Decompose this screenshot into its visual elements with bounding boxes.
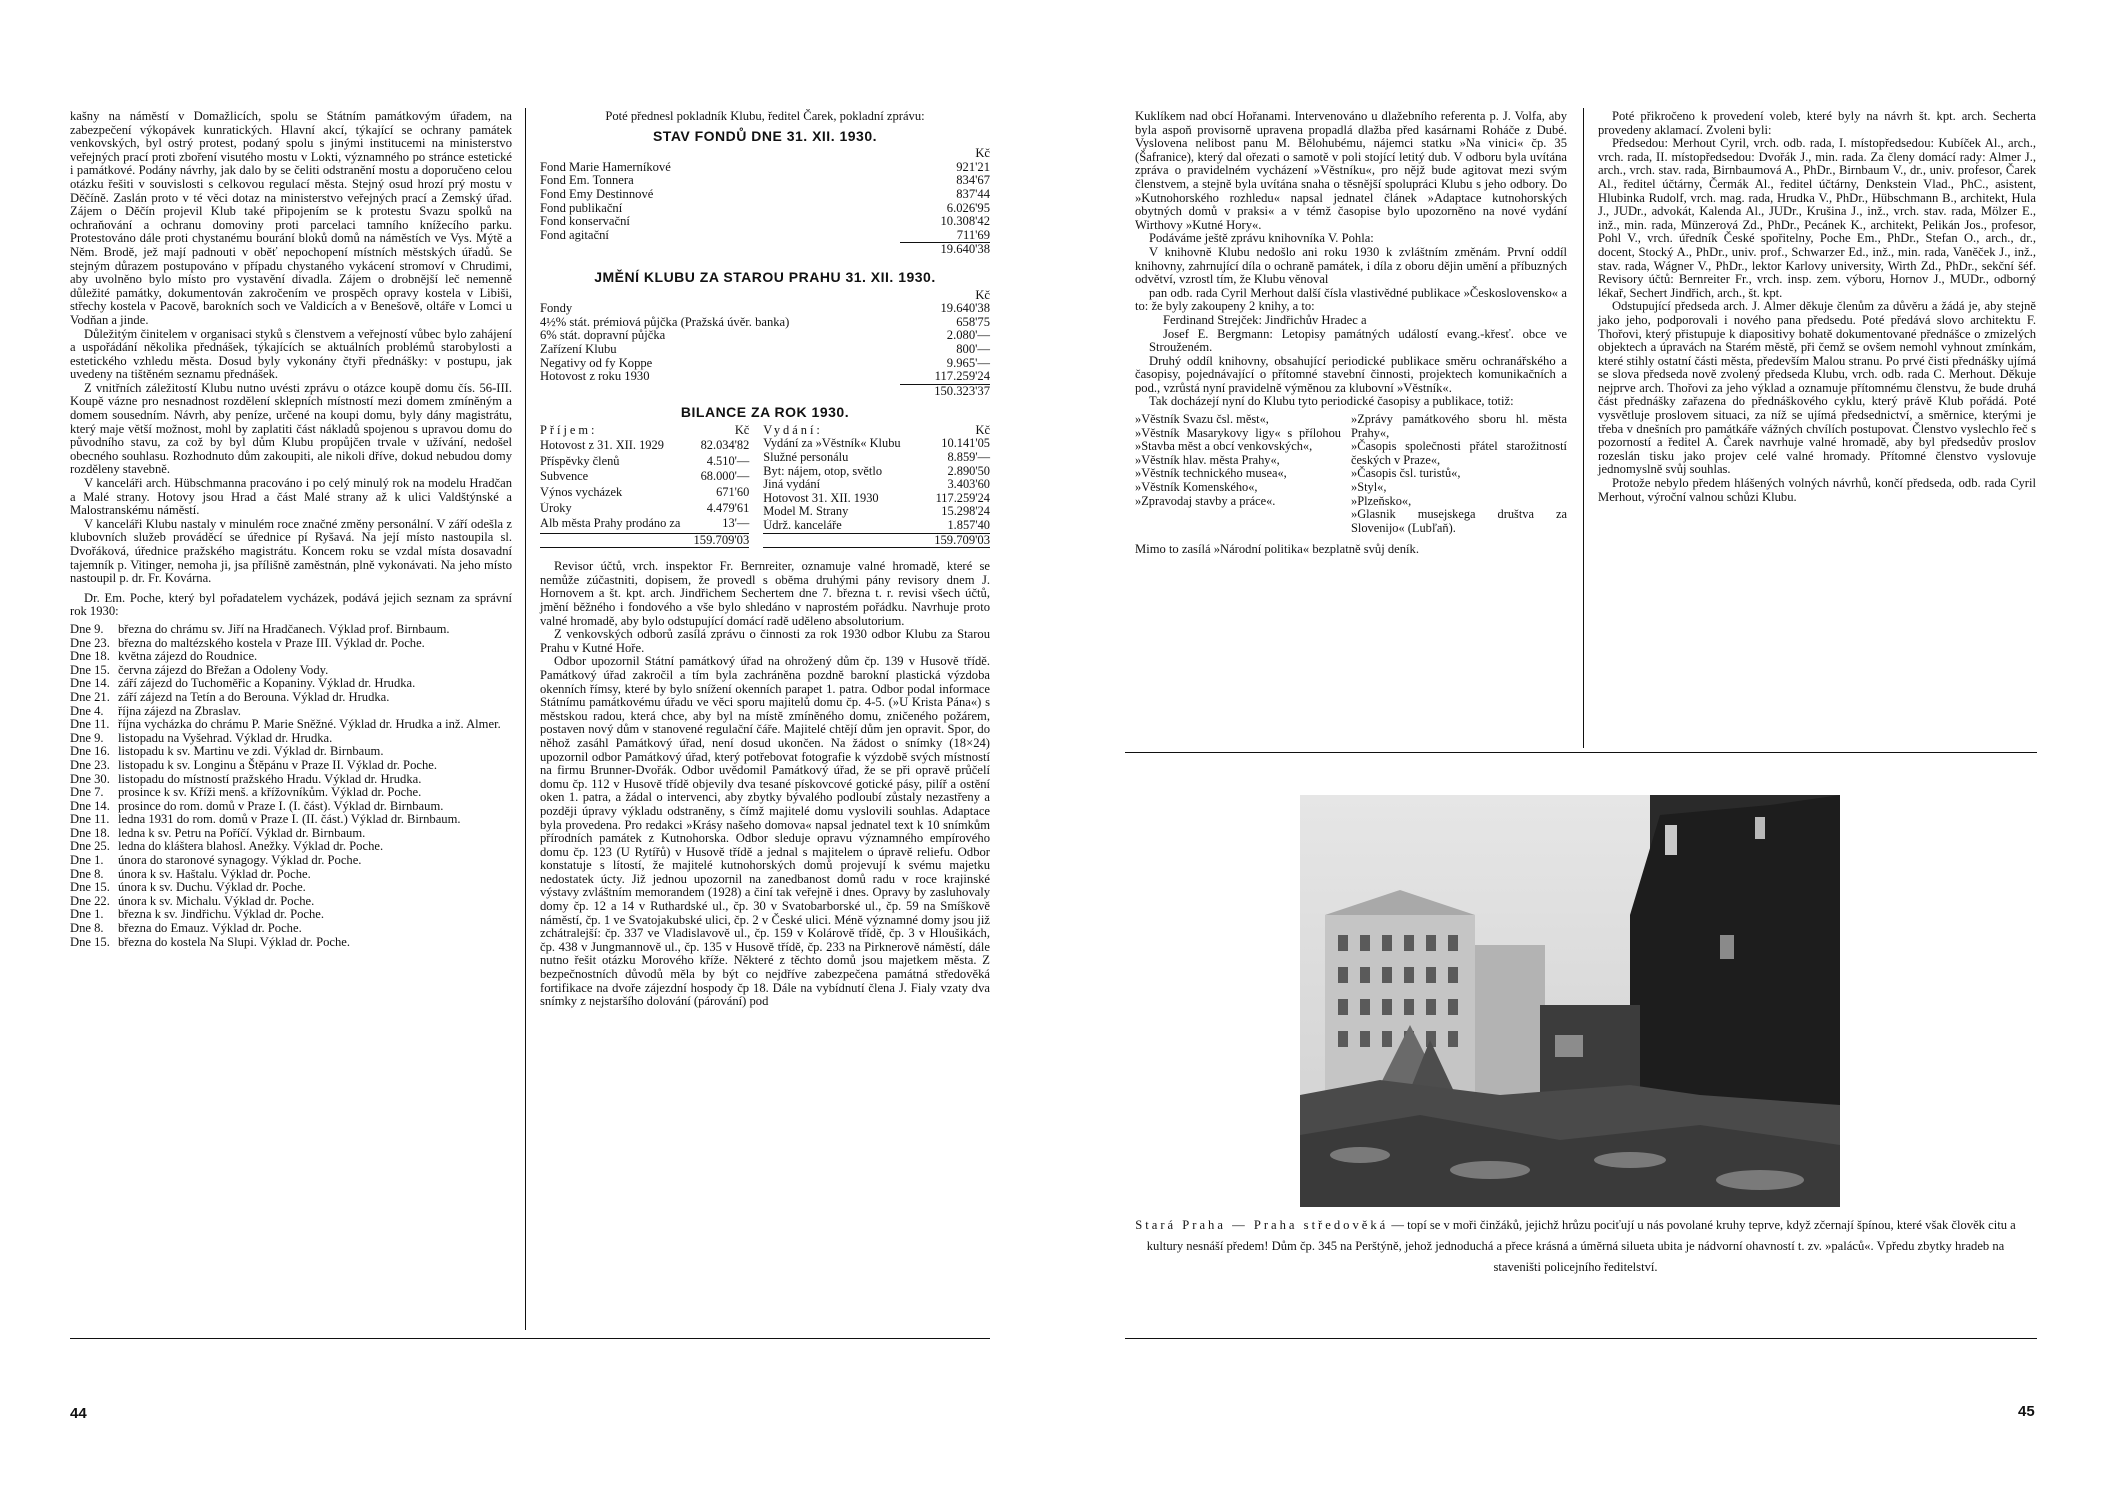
row-amount: 3.403'60 xyxy=(947,477,990,492)
assets-table xyxy=(540,289,990,399)
paragraph: Podáváme ještě zprávu knihovníka V. Pohla: xyxy=(1149,231,1374,246)
lecture-date: Dne 11. xyxy=(70,812,110,827)
paragraph: Z venkovských odborů zasílá zprávu o činnosti za rok 1930 odbor Klubu za Starou Prahu v Kutné Hoře. xyxy=(540,627,990,655)
row-label: Vydání za »Věstník« Klubu xyxy=(763,437,901,451)
row-label: Byt: nájem, otop, světlo xyxy=(763,464,883,478)
paragraph: V knihovně Klubu nedošlo ani roku 1930 k zvláštním změnám. První oddíl knihovny, zahrnující díla o ochraně památek, i díla z oboru dějin umění a příbuzných odvětví, vzrostl tím, že Klubu věnoval xyxy=(1135,244,1567,287)
row-label: Fond konservační xyxy=(540,215,630,229)
row-amount: 1.857'40 xyxy=(947,518,990,533)
periodical-item: »Zprávy památkového sboru hl. města Prahy«, xyxy=(1351,412,1567,440)
row-label: Hotovost 31. XII. 1930 xyxy=(763,491,879,505)
table-row xyxy=(540,517,749,533)
periodical-item: »Časopis čsl. turistů«, xyxy=(1351,466,1461,481)
table-row xyxy=(540,502,749,518)
lecture-date: Dne 14. xyxy=(70,798,110,813)
table-row xyxy=(540,174,990,188)
lecture-item xyxy=(70,718,512,732)
row-amount: 8.859'— xyxy=(947,450,990,465)
row-label: 6% stát. dopravní půjčka xyxy=(540,329,666,343)
lecture-date: Dne 30. xyxy=(70,771,110,786)
expense-table xyxy=(763,424,990,533)
column-divider xyxy=(1583,108,1584,748)
lecture-date: Dne 15. xyxy=(70,934,110,949)
paragraph: Poté přikročeno k provedení voleb, které byly na návrh št. kpt. arch. Secherta provedeny aklamací. Zvoleni byli: xyxy=(1598,109,2036,137)
lecture-text: listopadu k sv. Martinu ve zdi. Výklad dr. Birnbaum. xyxy=(118,744,384,759)
lecture-date: Dne 8. xyxy=(70,921,104,936)
lecture-text: února do staronové synagogy. Výklad dr. Poche. xyxy=(118,853,362,868)
currency-label: Kč xyxy=(734,422,750,437)
paragraph: Odstupující předseda arch. J. Almer děkuje členům za důvěru a žádá je, aby stejně jako jeho, podporovali i nového pana předsedu. Poté předává slovo architektu F. Thořovi, který přistupuje k diapositivy bohatě dokumentované přednášce o zmizelých objektech a úpravách na Starém městě, při čemž se ovšem nemohl vyhnout zmínkám, které stihly ostatní části města, především Malou stranu. Po prvé čisti přednášky ujímá se slova předseda nově zvolený předseda Klubu, vrch. odb. rada C. Merhout. Děkuje nejprve arch. Thořovi za jeho výklad a oznamuje přítomnému členstvu, že bude druhá část přednášky zařazena do přednáškového cyklu, který právě Klub pořádá. Poté vysvětluje proslovem situaci, za níž se ujímá předsednictví, a směrnice, kterými je třeba v dnešních pro památkáře vážných chvílích postupovat. Členstvo vyslechlo řeč s pozorností a ředitel A. Čarek navrhuje valné hromadě, aby byl předsedův proslov rozeslán tisku jako projev celé valné hromady. Přítomné členstvo vyslovuje jednomyslně svůj souhlas. xyxy=(1598,299,2036,477)
table-row xyxy=(540,486,749,502)
currency-label: Kč xyxy=(975,287,990,302)
lecture-item xyxy=(70,868,512,882)
lecture-text: prosince do rom. domů v Praze I. (I. část). Výklad dr. Birnbaum. xyxy=(118,798,444,813)
lecture-date: Dne 7. xyxy=(70,785,104,800)
row-amount: 837'44 xyxy=(956,186,990,201)
photo-caption xyxy=(1128,1215,2023,1278)
row-amount: 2.890'50 xyxy=(947,463,990,478)
lecture-text: února k sv. Duchu. Výklad dr. Poche. xyxy=(118,880,306,895)
lecture-date: Dne 1. xyxy=(70,907,104,922)
lecture-item xyxy=(70,908,512,922)
income-heading: Příjem: xyxy=(540,422,598,437)
lecture-text: března do chrámu sv. Jiří na Hradčanech. Výklad prof. Birnbaum. xyxy=(118,621,450,636)
lecture-date: Dne 11. xyxy=(70,717,110,732)
book-item: Josef E. Bergmann: Letopisy památných událostí evang.-křesť. obce ve Strouženém. xyxy=(1149,326,1567,355)
footer-rule xyxy=(70,1338,990,1339)
balance-heading: BILANCE ZA ROK 1930. xyxy=(680,404,850,421)
lecture-date: Dne 9. xyxy=(70,730,104,745)
funds-total: 19.640'38 xyxy=(900,243,990,257)
lecture-date: Dne 14. xyxy=(70,676,110,691)
periodical-item: »Věstník Svazu čsl. měst«, xyxy=(1135,412,1269,427)
paragraph: Revisor účtů, vrch. inspektor Fr. Bernreiter, oznamuje valné hromadě, které se nemůže zúčastniti, dopisem, že provedl s oběma druhými pány revisory dnem J. Hornovem a št. kpt. arch. Jindřichem Sechertem dne 7. března t. r. revisi všech účtů, jmění běžného i fondového a vše bylo shledáno v naprostém pořádku. Navrhuje proto valné hromadě, aby bylo odstupující domácí radě uděleno absolutorium. xyxy=(540,559,990,628)
funds-heading: STAV FONDŮ DNE 31. XII. 1930. xyxy=(652,127,878,144)
row-amount: 10.308'42 xyxy=(940,214,990,229)
table-row xyxy=(763,505,990,519)
row-amount: 9.965'— xyxy=(946,355,990,370)
periodicals-left xyxy=(1135,413,1351,535)
lecture-text: listopadu na Vyšehrad. Výklad dr. Hrudka. xyxy=(118,730,333,745)
paragraph: Důležitým činitelem v organisaci styků s členstvem a veřejností vůbec bylo zahájení a uspořádání několika přednášek, týkajících se aktuálních problémů starobylosti a estetického vzhledu města. Dosud byly vykonány čtyři přednášky: v postupu, jak uvedeny na tištěném seznamu přednášek. xyxy=(70,326,512,382)
lecture-date: Dne 16. xyxy=(70,744,110,759)
assets-total: 150.323'37 xyxy=(900,384,990,398)
lecture-item xyxy=(70,827,512,841)
lecture-date: Dne 18. xyxy=(70,649,110,664)
periodical-item: »Věstník Masarykovy ligy« s přílohou »Stavba měst a obcí venkovských«, xyxy=(1135,425,1341,454)
row-amount: 834'67 xyxy=(956,173,990,188)
paragraph: V kanceláři Klubu nastaly v minulém roce značné změny personální. V září odešla z klubovních služeb prováděcí se úřednice pí Ryšavá. Na její místo nastoupila sl. Dvořáková, úřednice pražského magistrátu. Koncem roku se vzdal místa dosavadní tajemník p. Vitinger, nemoha ji, jsa přílišně zaměstnán, plně vykonávati. Na jeho místo nastoupil p. dr. Fr. Kovárna. xyxy=(70,516,512,586)
row-label: Služné personálu xyxy=(763,451,849,465)
funds-table xyxy=(540,147,990,257)
row-amount: 13'— xyxy=(722,516,750,531)
row-label: Jiná vydání xyxy=(763,478,821,492)
periodical-item: »Styl«, xyxy=(1351,480,1387,495)
row-label: Hotovost z 31. XII. 1929 xyxy=(540,439,664,453)
lecture-item xyxy=(70,854,512,868)
lecture-item xyxy=(70,936,512,950)
table-row xyxy=(540,215,990,229)
row-label: Negativy od fy Koppe xyxy=(540,356,653,370)
lecture-item xyxy=(70,840,512,854)
table-row xyxy=(540,343,990,357)
row-label: Fondy xyxy=(540,302,573,316)
table-row xyxy=(540,229,990,243)
row-amount: 117.259'24 xyxy=(935,490,990,505)
row-amount: 4.479'61 xyxy=(706,500,750,515)
lecture-text: ledna k sv. Petru na Poříčí. Výklad dr. Birnbaum. xyxy=(118,825,366,840)
lecture-date: Dne 22. xyxy=(70,893,110,908)
income-table xyxy=(540,424,749,533)
paragraph: Odbor upozornil Státní památkový úřad na ohrožený dům čp. 139 v Husově třídě. Památkový úřad zakročil a tím byla zachráněna pozdně barokní plastická výzdoba okenních římsy, které by bylo snížení okenních parapet 1. patra. Odbor podal informace Státnímu památkovému úřadu ve věci sporu majitelů domu čp. 4-5. (»U Krista Pána«) s městskou radou, která chce, aby byl na místě zmíněného domu, zničeného požárem, postaven nový dům v stanovené regulační čáře. Majitelé chtějí dům jen opravit. Spor, do něhož zasáhl Památkový úřad, není dosud ukončen. Na žádost o snímky (18×24) upozornil odbor Památkový úřad, který potřebovat fotografie k výzdobě svých místností na firmu Brunner-Dvořák. Odbor uvědomil Památkový úřad, že se při opravě průčelí domu čp. 112 v Husově třídě objevily dva tesané pískovcové gotické pásy, pilíř a ostění oken 1. patra, a žádal o intervenci, aby zbytky bývalého podloubí zůstaly nezastřeny a později úpravy výkladu odstraněny, s čímž majitelé domu vyslovili souhlas. Adaptace byla provedena. Pro redakci »Krásy našeho domova« napsal jednatel text k 10 snímkům přírodních památek z Kutnohorska. Odbor sleduje opravu významného empírového domu čp. 123 (U Rytířů) v Husově třídě a jednal s majitelem o úpravě reliefu. Odbor konstatuje s lítostí, že majitelé kutnohorských domů projevují k svému majetku nedostatek úcty. Již jednou upozornil na zanedbanost domů radu v roce krajinské výstavy zvláštním memorandem (1928) a činí tak veřejně i dnes. Opravy by zasluhovaly domy čp. 12 a 14 v Ruthardské ul., čp. 30 v Svatobarborské ul., čp. 59 na Smíškově náměstí, čp. 1 ve Svatojakubské ulici, čp. 2 v České ulici. Méně významné domy jsou již zchátralejší: čp. 337 ve Vladislavově ul., čp. 159 v Kolárově třídě, čp. 3 v Hloušikách, čp. 438 v Jungmannově ul., čp. 135 v Husově třídě, čp. 233 na Pirknerově náměstí, dále nutno řešit otázku Morového kříže. Některé z těchto domů jsou majetkem města. Z bezpečnostních důvodů měla by být co nejdříve zabezpečena památná středověká fortifikace na dvoře zájezdní hospody čp 18. Dále na vybídnutí člena J. Fialy vzaty dva snímky z nejstaršího dolování (párování) pod xyxy=(540,654,990,1009)
lecture-date: Dne 15. xyxy=(70,662,110,677)
row-label: Fond Emy Destinnové xyxy=(540,187,654,201)
balance-totals xyxy=(540,533,990,549)
lecture-date: Dne 21. xyxy=(70,689,110,704)
assets-heading: JMĚNÍ KLUBU ZA STAROU PRAHU 31. XII. 1930. xyxy=(594,268,936,285)
caption-text: — topí se v moři činžáků, jejichž hrůzu pociťují u nás povolané kruhy teprve, když zčernají špínou, které však člověk citu a kultury nesnáší předem! Dům čp. 345 na Perštýně, jehož jednoduchá a přece krásná a úměrná silueta ubita je nádvorní ohavností t. zv. »paláců«. Vpředu zbytky hradeb na staveništi policejního ředitelství. xyxy=(1146,1218,2016,1274)
row-label: 4½% stát. prémiová půjčka (Pražská úvěr. banka) xyxy=(540,315,790,329)
lecture-date: Dne 9. xyxy=(70,621,104,636)
lecture-item xyxy=(70,664,512,678)
paragraph: Kuklíkem nad obcí Hořanami. Intervenováno u dlažebního referenta p. J. Volfa, aby byla aspoň provisorně upravena propadlá dlažba před kasárnami Roháče z Dubé. Vyslovena nelibost panu M. Bělohubému, nájemci statku »Na vinici« čp. 35 (Šafranice), který dal ořezati o samotě v poli stojící letitý dub. V odboru byla uvítána zpráva o pravidelném vycházení »Věstníku«, pro nějž bude agitovat mezi svým členstvem, a stejně byla uvítána snaha o těsnější spolupráci Klubu s jeho odbory. Do »Kutnohorského rozhledu« napsal jednatel článek »Adaptace kutnohorských obytných domů v praksi« a v témž časopise bylo upozorněno na nové vydání Wirthovy »Kutné Hory«. xyxy=(1135,109,1567,232)
table-row xyxy=(540,316,990,330)
lecture-text: února k sv. Michalu. Výklad dr. Poche. xyxy=(118,893,315,908)
row-amount: 658'75 xyxy=(956,314,990,329)
lecture-text: října zájezd na Zbraslav. xyxy=(118,703,241,718)
periodical-item: »Věstník Komenského«, xyxy=(1135,480,1258,495)
lecture-item xyxy=(70,786,512,800)
row-amount: 800'— xyxy=(956,341,990,356)
row-label: Model M. Strany xyxy=(763,505,849,519)
lecture-date: Dne 4. xyxy=(70,703,104,718)
currency-label: Kč xyxy=(975,422,990,437)
lecture-text: prosince k sv. Kříži menš. a křížovníkům. Výklad dr. Poche. xyxy=(118,785,422,800)
balance-sheet xyxy=(540,424,990,533)
row-label: Příspěvky členů xyxy=(540,454,620,468)
periodicals-right xyxy=(1351,413,1567,535)
periodical-item: »Věstník technického musea«, xyxy=(1135,466,1287,481)
table-row xyxy=(540,161,990,175)
periodicals-list xyxy=(1135,413,1567,535)
left-column-2 xyxy=(540,110,990,1009)
lecture-date: Dne 25. xyxy=(70,839,110,854)
table-row xyxy=(540,188,990,202)
lecture-item xyxy=(70,677,512,691)
lecture-text: září zájezd na Tetín a do Berouna. Výklad dr. Hrudka. xyxy=(118,689,390,704)
lecture-item xyxy=(70,881,512,895)
treasurer-intro: Poté přednesl pokladník Klubu, ředitel Čarek, pokladní zprávu: xyxy=(605,109,925,123)
table-row xyxy=(763,451,990,465)
row-amount: 68.000'— xyxy=(700,469,750,484)
row-amount: 2.080'— xyxy=(946,328,990,343)
lecture-item xyxy=(70,745,512,759)
expense-heading: Vydání: xyxy=(763,422,823,437)
paragraph: Z vnitřních záležitostí Klubu nutno uvésti zprávu o otázce koupě domu čís. 56-III. Koupě vázne pro nesnadnost rozdělení sklepních místností mezi domem zmíněným a domem sousedním. Návrh, aby peníze, určené na koupi domu, byly dány magistrátu, který maje větší možnost, mohl by zaplatiti část nákladů spojenou s upravou domu do původního stavu, za což by byl dům Klubu propůjčen trvale v užívání, nedošel obecného souhlasu. Rozhodnuto dům zakoupiti, ale nikoli dříve, dokud nebudou domy rozděleny stavebně. xyxy=(70,380,512,477)
lecture-item xyxy=(70,623,512,637)
currency-label: Kč xyxy=(975,146,990,161)
table-row xyxy=(763,437,990,451)
lecture-item xyxy=(70,922,512,936)
lecture-date: Dne 18. xyxy=(70,825,110,840)
paragraph: pan odb. rada Cyril Merhout další čísla vlastivědné publikace »Československo« a to: že byly zakoupeny 2 knihy, a to: xyxy=(1135,285,1567,314)
paragraph: Druhý oddíl knihovny, obsahující periodické publikace směru ochranářského a časopisy, pojednávající o přítomné stavební činnosti, projektech komunikačních a pod., vzrůstá nyní pravidelně výměnou za klubovní »Věstník«. xyxy=(1135,353,1567,395)
row-label: Fond Em. Tonnera xyxy=(540,174,634,188)
paragraph: Dr. Em. Poche, který byl pořadatelem vycházek, podává jejich seznam za správní rok 1930: xyxy=(70,590,512,619)
paragraph: Tak docházejí nyní do Klubu tyto periodické časopisy a publikace, totiž: xyxy=(1149,394,1514,409)
paragraph: Předsedou: Merhout Cyril, vrch. odb. rada, I. místopředsedou: Kubíček Al., arch., vrch. rada, II. místopředsedou: Dvořák J., min. rada. Za členy domácí rady: Almer J., arch., vrch. stav. rada, Birnbaumová A., PhDr., Birnbaum V., dr., univ. profesor, Čarek Al., ředitel účtárny, Čermák Al., ředitel účtárny, Denkstein Vlad., PhC., asistent, Hlubinka Rudolf, vrch. mag. rada, Hrudka V., PhDr., Hübschmann B., architekt, Hula J., JUDr., advokát, Kalenda Al., JUDr., Krušina J., inž., vrch. stav. rada, Mölzer E., inž., min. rada, Münzerová Zd., PhDr., Pecánek K., architekt, Pelikán Jos., profesor, Pohl V., vrch. úředník České spořitelny, Poche Em., PhDr., Stefan O., arch., dr., docent, Stocký A., PhDr., univ. prof., Schwarzer Ed., inž., min. rada, Vaněček J., inž., stav. rada, Wágner V., PhDr., lektor Karlovy university, Wirth Zd., PhDr., sekční šéf. Revisory účtů: Bernreiter Fr., vrch. insp. zem. výboru, Hornov J., MUDr., odborný lékař, Sechert Jindřich, arch., št. kpt. xyxy=(1598,136,2036,300)
income-total: 159.709'03 xyxy=(540,533,749,549)
column-divider xyxy=(525,108,526,1330)
row-amount: 711'69 xyxy=(956,227,990,242)
lecture-item xyxy=(70,759,512,773)
caption-lead: Stará Praha — Praha středověká xyxy=(1135,1218,1389,1232)
lecture-text: června zájezd do Břežan a Odoleny Vody. xyxy=(118,662,329,677)
section-rule xyxy=(1125,752,2037,753)
row-amount: 19.640'38 xyxy=(940,301,990,316)
lecture-item xyxy=(70,732,512,746)
expense-total: 159.709'03 xyxy=(763,533,990,549)
table-row xyxy=(540,202,990,216)
lecture-text: března k sv. Jindřichu. Výklad dr. Poche. xyxy=(118,907,325,922)
row-label: Zařízení Klubu xyxy=(540,342,617,356)
book-item: Ferdinand Strejček: Jindřichův Hradec a xyxy=(1163,312,1367,327)
row-label: Alb města Prahy prodáno za xyxy=(540,517,681,531)
lecture-item xyxy=(70,773,512,787)
row-amount: 671'60 xyxy=(716,485,750,499)
lecture-text: října vycházka do chrámu P. Marie Sněžné. Výklad dr. Hrudka a inž. Almer. xyxy=(118,717,501,732)
lecture-text: listopadu do místností pražského Hradu. Výklad dr. Hrudka. xyxy=(118,771,422,786)
lecture-item xyxy=(70,800,512,814)
table-row xyxy=(763,478,990,492)
footer-rule xyxy=(1125,1338,2037,1339)
table-row xyxy=(540,329,990,343)
right-column-1 xyxy=(1135,110,1567,557)
row-amount: 10.141'05 xyxy=(941,436,990,451)
row-label: Fond publikační xyxy=(540,201,623,215)
row-label: Fond agitační xyxy=(540,228,609,242)
row-amount: 15.298'24 xyxy=(941,504,990,519)
periodical-item: »Věstník hlav. města Prahy«, xyxy=(1135,452,1280,467)
row-label: Subvence xyxy=(540,470,589,484)
lecture-date: Dne 8. xyxy=(70,866,104,881)
periodical-item: »Zpravodaj stavby a práce«. xyxy=(1135,493,1276,508)
lecture-item xyxy=(70,637,512,651)
table-row xyxy=(540,370,990,384)
lecture-text: ledna do kláštera blahosl. Anežky. Výklad dr. Poche. xyxy=(118,839,384,854)
table-row xyxy=(763,465,990,479)
row-amount: 117.259'24 xyxy=(934,369,990,384)
periodical-item: »Časopis společnosti přátel starožitností českých v Praze«, xyxy=(1351,439,1567,467)
lecture-item xyxy=(70,813,512,827)
table-row xyxy=(540,439,749,455)
lecture-item xyxy=(70,895,512,909)
row-label: Údrž. kanceláře xyxy=(763,519,842,533)
table-row xyxy=(540,455,749,471)
lecture-text: května zájezd do Roudnice. xyxy=(118,649,258,664)
lecture-date: Dne 1. xyxy=(70,853,104,868)
row-label: Hotovost z roku 1930 xyxy=(540,370,650,384)
paragraph: Protože nebylo předem hlášených volných návrhů, končí předseda, odb. rada Cyril Merhout, výroční valnou schůzi Klubu. xyxy=(1598,476,2036,504)
lecture-text: března do Emauz. Výklad dr. Poche. xyxy=(118,921,302,936)
lecture-text: března do maltézského kostela v Praze III. Výklad dr. Poche. xyxy=(118,635,425,650)
lecture-text: září zájezd do Tuchoměřic a Kopaniny. Výklad dr. Hrudka. xyxy=(118,676,416,691)
paragraph: V kanceláři arch. Hübschmanna pracováno i po celý minulý rok na modelu Hradčan a Malé strany. Hotovy jsou Hrad a část Malé strany až k ulici Valdštýnské a Malostranskému náměstí. xyxy=(70,476,512,518)
paragraph: kašny na náměstí v Domažlicích, spolu se Státním památkovým úřadem, na zabezpečení výkopávek kunratických. Hlavní akcí, týkající se ochrany památek venkovských, byl ostrý protest, podaný spolu s jinými institucemi na ministerstvo veřejných prací proti zboření visutého mostu v Lokti, významného po stránce estetické i památkové. Podány návrhy, jak dalo by se čeliti odstranění mostu a doporučeno celou otázku řešiti v souvislosti s celkovou regulací města. Stejný osud hrozí prý mostu v Děčíně. Zaslán proto v té věci dotaz na ministerstvo veřejných prací a Zemský úřad. Zájem o Děčín projevil Klub také připojením se k protestu Svazu spolků na ochraňování a ochranu domoviny proti parcelaci tamního knížecího parku. Protestováno dále proti chystanému bourání bloků domů na náměstích ve Vys. Mýtě a Něm. Brodě, jež mají padnouti v oběť nepochopení místních městských úřadů. Se stejným důrazem postupováno v případu chystaného vykácení stromoví v Chrudimi, aby uvolněno bylo místo pro vystavění divadla. Zájem o drobnější leč nemenně důležité památky, dokumentován zakročením ve prospěch opravy kostela v Libiši, střechy kostela v Pacově, barokních soch ve Valdicích a v Benešově, oltáře v Lomci u Vodňan a jinde. xyxy=(70,109,512,327)
lecture-item xyxy=(70,691,512,705)
row-amount: 4.510'— xyxy=(706,453,750,468)
row-label: Úroky xyxy=(540,501,572,515)
row-amount: 6.026'95 xyxy=(946,200,990,215)
row-amount: 921'21 xyxy=(956,159,990,174)
table-row xyxy=(763,519,990,533)
table-row xyxy=(540,470,749,486)
row-label: Výnos vycházek xyxy=(540,486,623,499)
lecture-item xyxy=(70,650,512,664)
paragraph: Mimo to zasílá »Národní politika« bezplatně svůj deník. xyxy=(1135,542,1419,557)
page-number-right: 45 xyxy=(2018,1403,2035,1420)
lecture-text: ledna 1931 do rom. domů v Praze I. (II. část.) Výklad dr. Birnbaum. xyxy=(118,812,461,827)
periodical-item: »Plzeňsko«, xyxy=(1351,493,1412,508)
row-label: Fond Marie Hamerníkové xyxy=(540,160,671,174)
table-row xyxy=(540,302,990,316)
page-number-left: 44 xyxy=(70,1405,87,1422)
lecture-date: Dne 15. xyxy=(70,880,110,895)
lecture-item xyxy=(70,705,512,719)
lecture-list xyxy=(70,623,512,949)
lecture-date: Dne 23. xyxy=(70,635,110,650)
lecture-date: Dne 23. xyxy=(70,757,110,772)
lecture-text: února k sv. Haštalu. Výklad dr. Poche. xyxy=(118,866,311,881)
table-row xyxy=(540,357,990,371)
right-column-2 xyxy=(1598,110,2036,504)
photograph-old-prague xyxy=(1300,795,1840,1207)
lecture-text: března do kostela Na Slupi. Výklad dr. Poche. xyxy=(118,934,351,949)
table-row xyxy=(763,492,990,506)
periodical-item: »Glasnik musejskega društva za Slovenijo« (Lubľaň). xyxy=(1351,507,1567,535)
row-amount: 82.034'82 xyxy=(700,438,750,453)
left-column-1 xyxy=(70,110,512,949)
lecture-text: listopadu k sv. Longinu a Štěpánu v Praze II. Výklad dr. Poche. xyxy=(118,757,437,772)
